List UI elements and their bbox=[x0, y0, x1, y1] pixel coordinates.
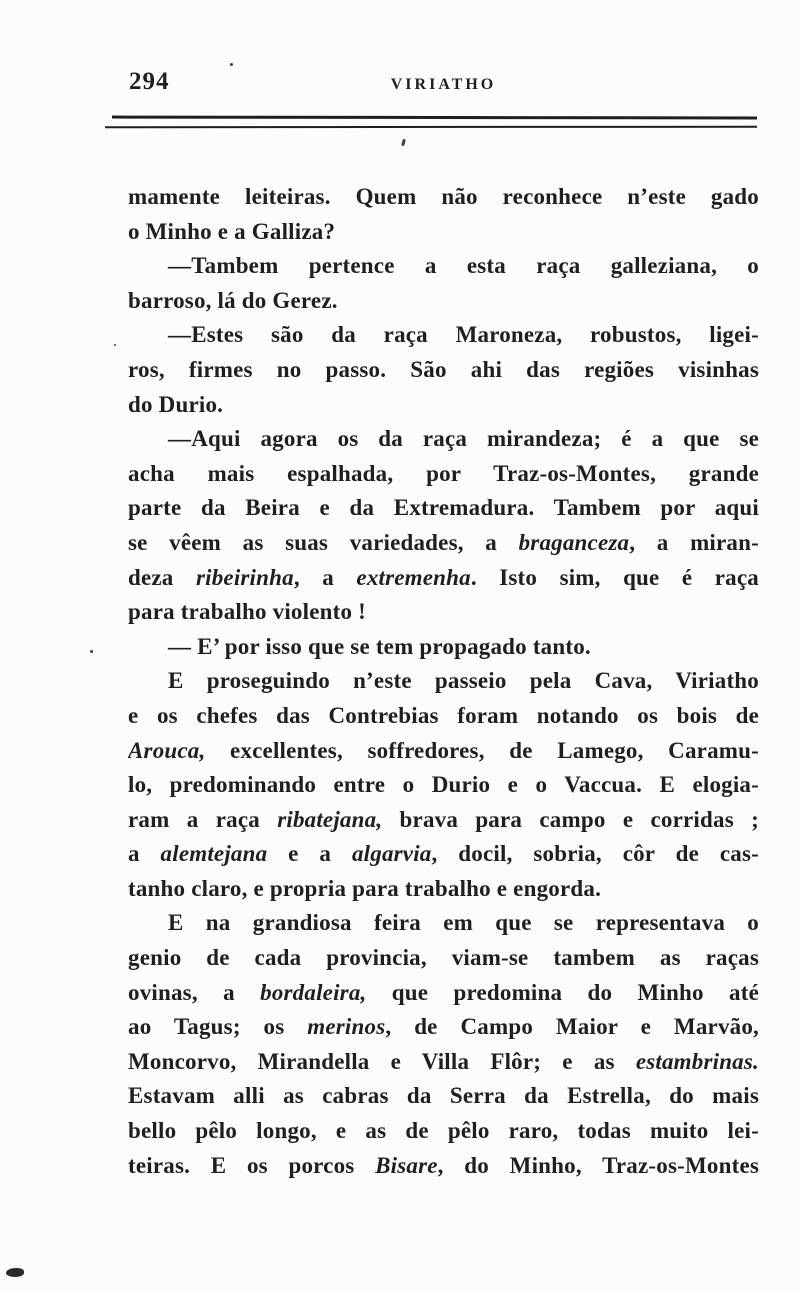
text-line bbox=[128, 941, 759, 976]
text-segment: a bbox=[128, 841, 161, 867]
text-segment: brava para campo e corridas ; bbox=[382, 806, 759, 832]
paragraph bbox=[128, 180, 759, 249]
text-segment: que predomina do Minho até bbox=[366, 979, 759, 1005]
text-line bbox=[128, 422, 759, 457]
text-segment: —Aqui agora os da raça mirandeza; é a que se bbox=[168, 426, 759, 452]
text-segment: , do Minho, Traz-os-Montes bbox=[437, 1152, 759, 1178]
text-line bbox=[128, 353, 759, 388]
italic-text: algarvia bbox=[351, 841, 432, 867]
ink-speck bbox=[401, 139, 406, 147]
text-segment: ros, firmes no passo. São ahi das regiões visinhas bbox=[128, 356, 759, 382]
text-line bbox=[128, 837, 759, 872]
text-segment: mamente leiteiras. Quem não reconhece n’este gado bbox=[128, 184, 759, 209]
text-line bbox=[128, 491, 759, 526]
text-line bbox=[128, 595, 759, 630]
text-segment: — E’ por isso que se tem propagado tanto. bbox=[168, 633, 591, 659]
header-rule-bottom bbox=[105, 126, 757, 129]
text-line bbox=[128, 734, 759, 769]
text-segment: , a bbox=[293, 564, 357, 590]
text-segment: , docil, sobria, côr de cas- bbox=[431, 841, 759, 867]
text-segment: , de Campo Maior e Marvão, bbox=[385, 1014, 759, 1040]
text-segment: —Tambem pertence a esta raça galleziana, o bbox=[168, 253, 759, 279]
text-line bbox=[128, 318, 759, 353]
text-line bbox=[128, 249, 759, 284]
text-line bbox=[128, 630, 759, 665]
ink-speck bbox=[230, 63, 233, 66]
text-line bbox=[128, 1010, 759, 1045]
italic-text: bordaleira, bbox=[260, 979, 367, 1005]
text-segment: excellentes, soffredores, de Lamego, Caramu- bbox=[205, 737, 759, 763]
text-segment: Moncorvo, Mirandella e Villa Flôr; e as bbox=[128, 1048, 636, 1074]
text-segment: —Estes são da raça Maroneza, robustos, ligei- bbox=[168, 322, 759, 348]
running-title: VIRIATHO bbox=[390, 76, 497, 93]
text-segment: e a bbox=[267, 841, 352, 867]
ink-speck bbox=[114, 344, 116, 346]
paragraph bbox=[128, 249, 759, 318]
text-line bbox=[128, 803, 759, 838]
text-segment: deza bbox=[128, 564, 196, 590]
italic-text: merinos bbox=[307, 1014, 386, 1040]
text-segment: E na grandiosa feira em que se representava o bbox=[168, 910, 759, 936]
paragraph bbox=[128, 318, 759, 422]
italic-text: braganceza bbox=[518, 529, 630, 555]
page-number: 294 bbox=[129, 68, 170, 95]
text-segment: E proseguindo n’este passeio pela Cava, Viriatho bbox=[168, 668, 759, 694]
text-line bbox=[128, 1045, 759, 1080]
text-segment: ram a raça bbox=[128, 806, 278, 832]
italic-text: alemtejana bbox=[160, 841, 268, 867]
text-segment: e os chefes das Contrebias foram notando os bois de bbox=[128, 702, 759, 728]
text-line bbox=[128, 699, 759, 734]
text-segment: . Isto sim, que é raça bbox=[470, 564, 759, 590]
text-segment: parte da Beira e da Extremadura. Tambem por aqui bbox=[128, 495, 759, 521]
italic-text: Arouca, bbox=[128, 737, 206, 763]
text-segment: para trabalho violento ! bbox=[128, 599, 366, 625]
text-line bbox=[128, 561, 759, 596]
italic-text: estambrinas. bbox=[635, 1048, 759, 1074]
text-segment: do Durio. bbox=[128, 391, 224, 417]
paragraph bbox=[128, 422, 759, 630]
text-segment: se vêem as suas variedades, a bbox=[128, 529, 519, 555]
text-line bbox=[128, 768, 759, 803]
text-line bbox=[128, 976, 759, 1011]
header-rule-top bbox=[112, 116, 757, 120]
text-line bbox=[128, 906, 759, 941]
text-segment: Estavam alli as cabras da Serra da Estrella, do mais bbox=[128, 1083, 759, 1109]
text-segment: barroso, lá do Gerez. bbox=[128, 287, 338, 313]
text-segment: ovinas, a bbox=[128, 979, 261, 1005]
text-segment: genio de cada provincia, viam-se tambem as raças bbox=[128, 945, 759, 971]
italic-text: extremenha bbox=[356, 564, 471, 590]
text-segment: acha mais espalhada, por Traz-os-Montes, grande bbox=[128, 460, 759, 486]
ink-smudge bbox=[6, 1268, 24, 1277]
text-line bbox=[128, 215, 759, 250]
paragraph bbox=[128, 630, 759, 665]
text-line bbox=[128, 284, 759, 319]
text-line bbox=[128, 457, 759, 492]
paragraph bbox=[128, 906, 759, 1183]
text-line bbox=[128, 1149, 759, 1184]
italic-text: ribatejana, bbox=[277, 806, 383, 832]
text-line bbox=[128, 664, 759, 699]
text-line bbox=[128, 180, 759, 215]
text-segment: tanho claro, e propria para trabalho e engorda. bbox=[128, 875, 602, 901]
text-segment: ao Tagus; os bbox=[128, 1014, 308, 1040]
text-block bbox=[128, 180, 759, 1183]
text-segment: bello pêlo longo, e as de pêlo raro, todas muito lei- bbox=[128, 1118, 759, 1144]
ink-speck bbox=[90, 650, 93, 653]
text-segment: , a miran- bbox=[629, 529, 759, 555]
text-segment: lo, predominando entre o Durio e o Vaccua. E elogia- bbox=[128, 772, 759, 798]
italic-text: Bisare bbox=[375, 1152, 438, 1178]
text-segment: teiras. E os porcos bbox=[128, 1152, 376, 1178]
text-segment: o Minho e a Galliza? bbox=[128, 218, 336, 244]
text-line bbox=[128, 1114, 759, 1149]
text-line bbox=[128, 388, 759, 423]
text-line bbox=[128, 526, 759, 561]
text-line bbox=[128, 1079, 759, 1114]
paragraph bbox=[128, 664, 759, 906]
italic-text: ribeirinha bbox=[195, 564, 294, 590]
text-line bbox=[128, 872, 759, 907]
